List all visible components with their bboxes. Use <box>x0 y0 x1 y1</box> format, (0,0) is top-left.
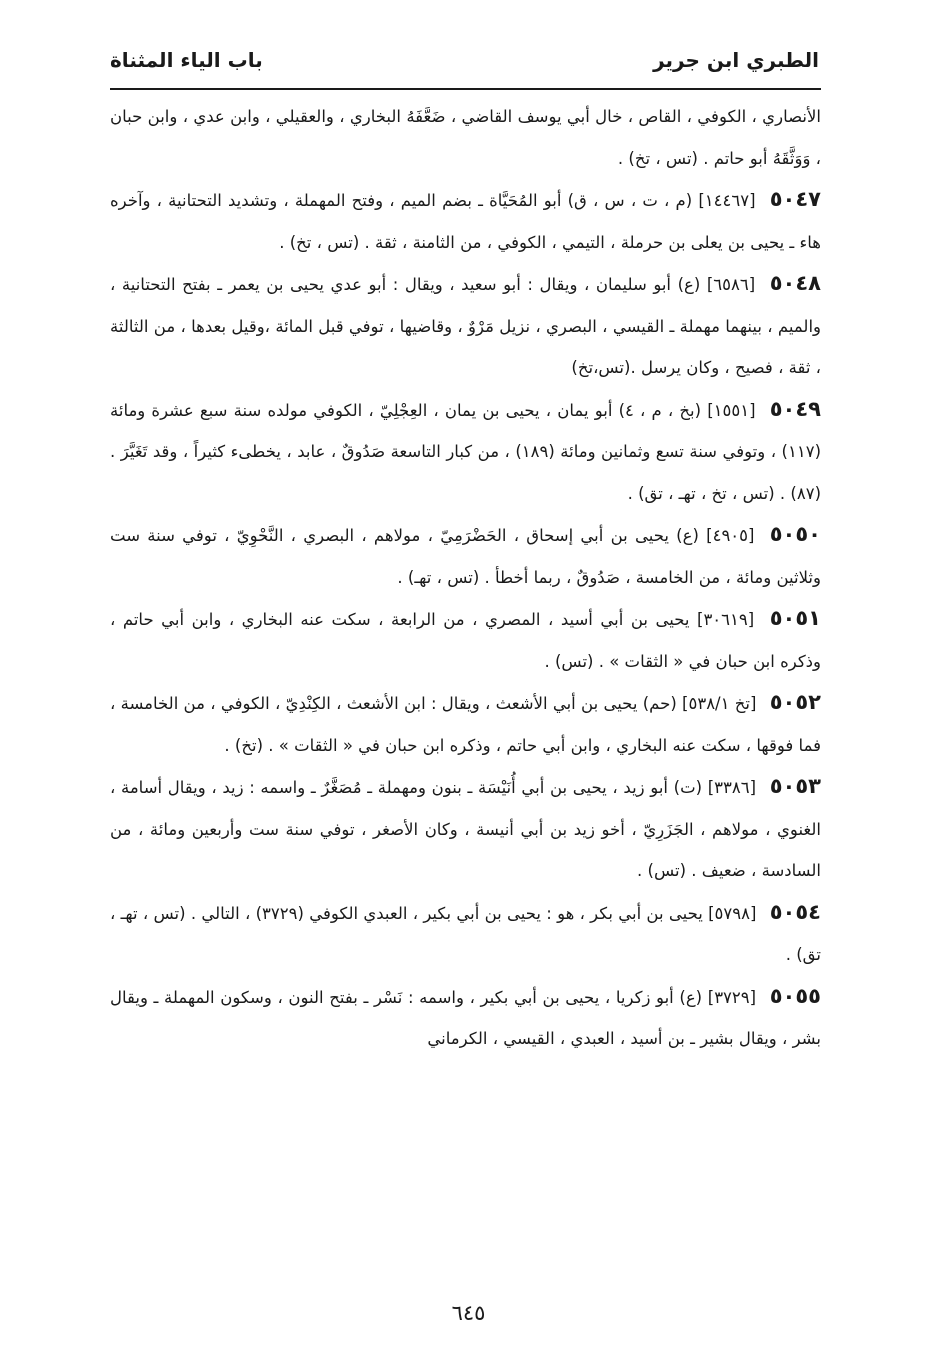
entry-number: ٥٠٥٣ <box>769 774 822 798</box>
entry-5048 <box>110 263 821 389</box>
entry-text: [٤٩٠٥] (ع) يحيى بن أبي إسحاق ، الحَضْرَمِيّ ، مولاهم ، البصري ، النَّحْوِيّ ، توفي سنة ست وثلاثين ومائة ، من الخامسة ، صَدُوقٌ ، ربما أخطأ . (تس ، تهـ) . <box>110 526 821 587</box>
entry-number: ٥٠٥٠ <box>769 522 821 546</box>
entry-5052 <box>110 682 821 766</box>
entry-continuation <box>110 96 821 179</box>
entry-number: ٥٠٤٧ <box>769 187 821 211</box>
page-number: ٦٤٥ <box>451 1301 486 1325</box>
entry-5047 <box>110 179 821 263</box>
entry-5055 <box>110 976 821 1060</box>
entry-text: [١٥٥١] (بخ ، م ، ٤) أبو يمان ، يحيى بن يمان ، العِجْلِيّ ، الكوفي مولده سنة سبع عشرة ومائة (١١٧) ، وتوفي سنة تسع وثمانين ومائة (١٨٩) ، من كبار التاسعة صَدُوقٌ ، عابد ، يخطىء كثيراً ، وقد تَغَيَّرَ . (٨٧) . (تس ، تخ ، تهـ ، تق) . <box>110 400 821 503</box>
entries-body <box>110 96 821 1060</box>
header-book-title: الطبري ابن جرير <box>653 48 819 72</box>
running-header <box>110 36 819 84</box>
entry-5050 <box>110 514 821 598</box>
entry-number: ٥٠٥٤ <box>769 899 821 924</box>
header-chapter-title: باب الياء المثناة <box>110 48 263 72</box>
entry-text: [٥٧٩٨] يحيى بن أبي بكر ، هو : يحيى بن أبي بكير ، العبدي الكوفي (٣٧٢٩) ، التالي . (تس ، تهـ ، تق) . <box>110 903 821 964</box>
entry-text: [١٤٤٦٧] (م ، ت ، س ، ق) أبو المُحَيَّاة ـ بضم الميم ، وفتح المهملة ، وتشديد التحتانية ، وآخره هاء ـ يحيى بن يعلى بن حرملة ، التيمي ، الكوفي ، من الثامنة ، ثقة . (تس ، تخ) . <box>110 191 821 252</box>
entry-number: ٥٠٥١ <box>769 606 821 630</box>
entry-5053 <box>110 766 821 892</box>
entry-text: [٣٧٢٩] (ع) أبو زكريا ، يحيى بن أبي بكير ، واسمه : نَسْر ـ بفتح النون ، وسكون المهملة ـ ويقال بشر ، ويقال بشير ـ بن أسيد ، العبدي ، القيسي ، الكرماني <box>110 987 821 1048</box>
entry-number: ٥٠٤٩ <box>769 396 822 421</box>
entry-number: ٥٠٥٥ <box>769 983 821 1008</box>
entry-text: الأنصاري ، الكوفي ، القاص ، خال أبي يوسف القاضي ، ضَعَّفَهُ البخاري ، والعقيلي ، وابن عدي ، وابن حبان ، وَوَثَّقَهُ أبو حاتم . (تس ، تخ) . <box>110 107 821 168</box>
entry-text: [٦٥٨٦] (ع) أبو سليمان ، ويقال : أبو سعيد ، ويقال : أبو عدي يحيى بن يعمر ـ بفتح التحتانية ، والميم ، بينهما مهملة ـ القيسي ، البصري ، نزيل مَرْوٌ ، وقاضيها ، توفي قبل المائة ،وقيل بعدها ، من الثالثة ، ثقة ، فصيح ، وكان يرسل .(تس،تخ) <box>110 275 821 377</box>
entry-number: ٥٠٥٢ <box>769 690 821 714</box>
entry-5051 <box>110 598 821 682</box>
header-divider <box>110 88 821 90</box>
entry-number: ٥٠٤٨ <box>769 271 821 295</box>
entry-text: [تخ ٥٣٨/١] (حم) يحيى بن أبي الأشعث ، ويقال : ابن الأشعث ، الكِنْدِيّ ، الكوفي ، من الخامسة ، فما فوقها ، سكت عنه البخاري ، وابن أبي حاتم ، وذكره ابن حبان في « الثقات » . (تخ) . <box>110 694 821 755</box>
entry-5049 <box>110 389 821 515</box>
entry-text: [٣٣٨٦] (ت) أبو زيد ، يحيى بن أبي أُنَيْسَة ـ بنون ومهملة ـ مُصَغَّرٌ ـ واسمه : زيد ، ويقال أسامة ، الغنوي ، مولاهم ، الجَزَرِيّ ، أخو زيد بن أبي أنيسة ، وكان الأصغر ، توفي سنة ست وأربعين ومائة ، من السادسة ، ضعيف . (تس) . <box>110 778 821 880</box>
entry-5054 <box>110 892 821 976</box>
entry-text: [٣٠٦١٩] يحيى بن أبي أسيد ، المصري ، من الرابعة ، سكت عنه البخاري ، وابن أبي حاتم ، وذكره ابن حبان في « الثقات » . (تس) . <box>110 610 821 671</box>
